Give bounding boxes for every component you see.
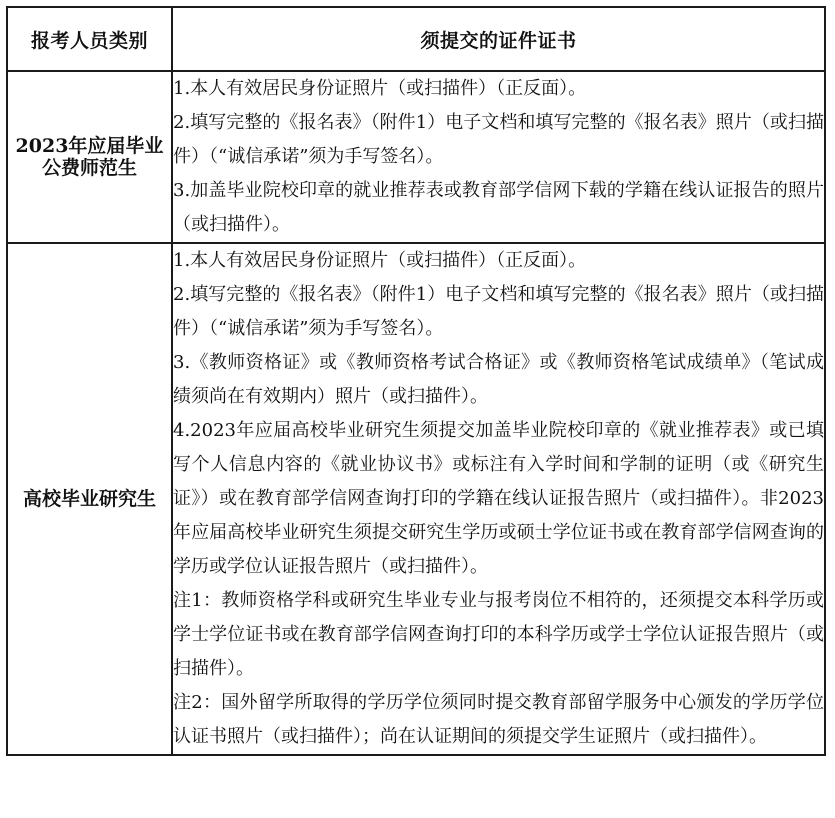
table-row — [7, 71, 825, 243]
requirement-item: 1.本人有效居民身份证照片（或扫描件）（正反面）。 — [173, 78, 587, 99]
requirement-item: 3.加盖毕业院校印章的就业推荐表或教育部学信网下载的学籍在线认证报告的照片（或扫描件）。 — [173, 180, 824, 235]
requirement-item: 2.填写完整的《报名表》（附件1）电子文档和填写完整的《报名表》照片（或扫描件）（“诚信承诺”须为手写签名）。 — [173, 112, 824, 167]
category-cell: 高校毕业研究生 — [7, 243, 172, 755]
requirement-item: 1.本人有效居民身份证照片（或扫描件）（正反面）。 — [173, 250, 587, 271]
requirement-item: 4.2023年应届高校毕业研究生须提交加盖毕业院校印章的《就业推荐表》或已填写个人信息内容的《就业协议书》或标注有入学时间和学制的证明（或《研究生证》）或在教育部学信网查询打印的学籍在线认证报告照片（或扫描件）。非2023年应届高校毕业研究生须提交研究生学历或硕士学位证书或在教育部学信网查询的学历或学位认证报告照片（或扫描件）。 — [173, 420, 824, 577]
table-header-row — [7, 7, 825, 71]
note-item: 注1：教师资格学科或研究生毕业专业与报考岗位不相符的，还须提交本科学历或学士学位证书或在教育部学信网查询打印的本科学历或学士学位认证报告照片（或扫描件）。 — [173, 590, 824, 679]
category-cell: 2023年应届毕业公费师范生 — [7, 71, 172, 243]
header-category: 报考人员类别 — [7, 7, 172, 71]
table-row — [7, 243, 825, 755]
documents-cell — [172, 243, 825, 755]
note-item: 注2：国外留学所取得的学历学位须同时提交教育部留学服务中心颁发的学历学位认证书照片（或扫描件）；尚在认证期间的须提交学生证照片（或扫描件）。 — [173, 692, 824, 747]
documents-cell — [172, 71, 825, 243]
requirement-item: 2.填写完整的《报名表》（附件1）电子文档和填写完整的《报名表》照片（或扫描件）（“诚信承诺”须为手写签名）。 — [173, 284, 824, 339]
requirement-item: 3.《教师资格证》或《教师资格考试合格证》或《教师资格笔试成绩单》（笔试成绩须尚在有效期内）照片（或扫描件）。 — [173, 352, 824, 407]
requirements-table — [6, 6, 826, 756]
header-documents: 须提交的证件证书 — [172, 7, 825, 71]
